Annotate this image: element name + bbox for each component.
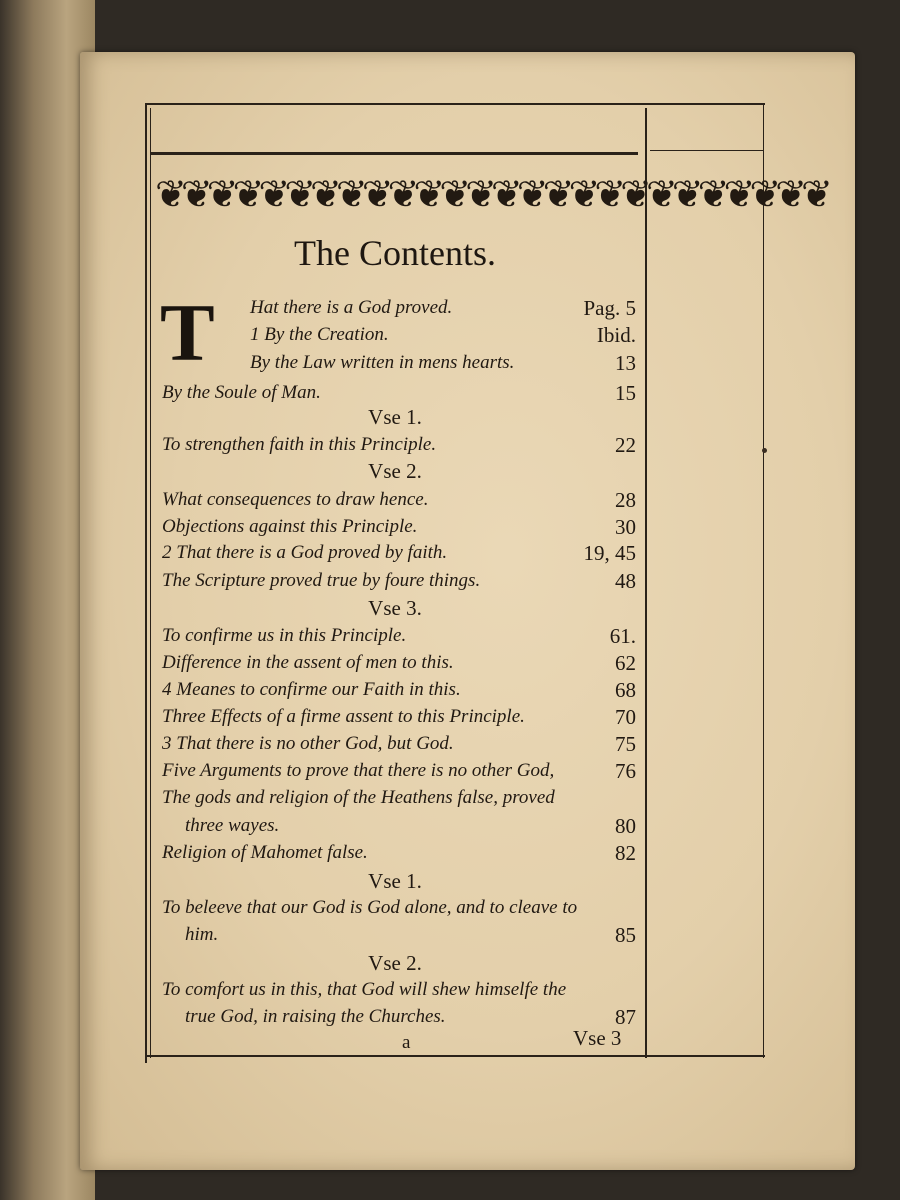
contents-entry: [162, 540, 636, 566]
contents-entry: [250, 295, 636, 321]
entry-text: The Scripture proved true by foure things.: [162, 570, 481, 591]
catchword: Vse 3: [573, 1026, 622, 1050]
entry-page-number: 15: [615, 381, 636, 405]
contents-entry: [162, 677, 636, 703]
entry-page-number: 13: [615, 351, 636, 375]
entry-page-number: 87: [615, 1005, 636, 1029]
frame-rule-right: [763, 103, 764, 1058]
entry-text: To confirme us in this Principle.: [162, 625, 407, 646]
entry-page-number: 68: [615, 678, 636, 702]
entry-page-number: 22: [615, 433, 636, 457]
contents-entry: [162, 731, 636, 757]
contents-entry: [250, 322, 636, 348]
frame-rule-bottom: [145, 1055, 765, 1057]
entry-page-number: 61.: [609, 624, 636, 648]
entry-text: 4 Meanes to confirme our Faith in this.: [162, 679, 461, 700]
entry-text: The gods and religion of the Heathens false, proved: [162, 787, 555, 808]
use-heading: Vse 3.: [368, 596, 422, 620]
contents-entry: [162, 895, 636, 921]
frame-rule-column: [645, 108, 647, 1058]
entry-page-number: 85: [615, 923, 636, 947]
entry-text: true God, in raising the Churches.: [185, 1006, 446, 1027]
entry-text: Five Arguments to prove that there is no other God,: [162, 760, 555, 781]
entry-text: What consequences to draw hence.: [162, 489, 429, 510]
entry-text: 2 That there is a God proved by faith.: [162, 542, 448, 563]
entry-page-number: Ibid.: [596, 323, 636, 347]
entry-text: Difference in the assent of men to this.: [162, 652, 454, 673]
entry-text: By the Law written in mens hearts.: [250, 352, 515, 373]
contents-entry: [162, 432, 636, 458]
use-heading: Vse 2.: [368, 951, 422, 975]
entry-page-number: 28: [615, 488, 636, 512]
entry-page-number: 30: [615, 515, 636, 539]
entry-text: him.: [185, 924, 219, 945]
contents-entry: [162, 704, 636, 730]
contents-entry: [162, 380, 636, 406]
entry-page-number: 76: [615, 759, 636, 783]
entry-page-number: 62: [615, 651, 636, 675]
contents-entry: [162, 758, 636, 784]
frame-rule-margin: [650, 150, 763, 151]
entry-text: Hat there is a God proved.: [250, 297, 453, 318]
contents-entry: [162, 568, 636, 594]
entry-text: To beleeve that our God is God alone, and to cleave to: [162, 897, 578, 918]
contents-entry: [185, 813, 636, 839]
frame-rule-left: [145, 103, 147, 1063]
entry-text: Objections against this Principle.: [162, 516, 418, 537]
contents-entry: [162, 977, 636, 1003]
use-heading: Vse 2.: [368, 459, 422, 483]
entry-page-number: Pag. 5: [583, 296, 636, 320]
contents-entry: [185, 922, 636, 948]
entry-text: To comfort us in this, that God will shew himselfe the: [162, 979, 567, 1000]
frame-rule-top: [145, 103, 765, 105]
use-heading: Vse 1.: [368, 405, 422, 429]
contents-entry: [185, 1004, 636, 1030]
floral-ornament-band: ❦❦❦❦❦❦❦❦❦❦❦❦❦❦❦❦❦❦❦❦❦❦❦❦❦❦: [155, 174, 827, 216]
entry-text: Three Effects of a firme assent to this Principle.: [162, 706, 525, 727]
signature-mark: a: [402, 1032, 411, 1053]
contents-entry: [162, 840, 636, 866]
entry-page-number: 75: [615, 732, 636, 756]
drop-capital: T: [160, 287, 215, 378]
entry-text: To strengthen faith in this Principle.: [162, 434, 437, 455]
entry-text: three wayes.: [185, 815, 280, 836]
contents-entry: [162, 514, 636, 540]
entry-text: Religion of Mahomet false.: [162, 842, 368, 863]
entry-text: 3 That there is no other God, but God.: [162, 733, 454, 754]
entry-text: 1 By the Creation.: [250, 324, 389, 345]
contents-entry: [250, 350, 636, 376]
entry-page-number: 19, 45: [583, 541, 636, 565]
contents-entry: [162, 785, 636, 811]
entry-page-number: 82: [615, 841, 636, 865]
contents-entry: [162, 487, 636, 513]
ink-speck: [762, 448, 767, 453]
frame-rule-header: [150, 152, 638, 155]
entry-page-number: 48: [615, 569, 636, 593]
entry-page-number: 70: [615, 705, 636, 729]
contents-entry: [162, 650, 636, 676]
page-title: The Contents.: [294, 233, 496, 273]
entry-text: By the Soule of Man.: [162, 382, 321, 403]
contents-entry: [162, 623, 636, 649]
use-heading: Vse 1.: [368, 869, 422, 893]
entry-page-number: 80: [615, 814, 636, 838]
